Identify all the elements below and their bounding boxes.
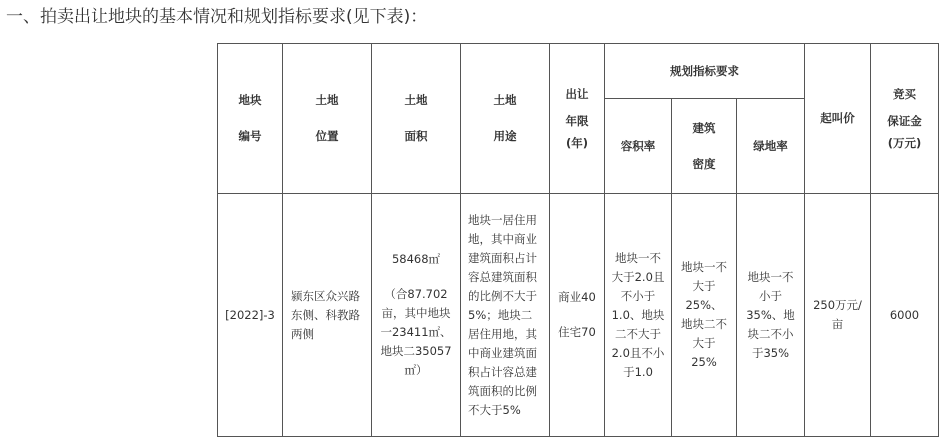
cell-usage: 地块一居住用地，其中商业建筑面积占计容总建筑面积的比例不大于5%；地块二居住用地，其中商业建筑面积占计容总建筑面积的比例不大于5% bbox=[461, 194, 550, 437]
cell-greening: 地块一不小于35%、地块二不小于35% bbox=[737, 194, 805, 437]
cell-term: 商业40 住宅70 bbox=[550, 194, 605, 437]
land-parcel-table bbox=[217, 43, 939, 437]
header-parcel-no: 地块 编号 bbox=[218, 44, 283, 194]
header-planning-group: 规划指标要求 bbox=[605, 44, 805, 99]
cell-area: 58468㎡ （合87.702亩，其中地块一23411㎡、地块二35057㎡） bbox=[372, 194, 461, 437]
header-term: 出让 年限 (年) bbox=[550, 44, 605, 194]
cell-start-price: 250万元/亩 bbox=[805, 194, 871, 437]
header-greening: 绿地率 bbox=[737, 99, 805, 194]
header-area: 土地 面积 bbox=[372, 44, 461, 194]
cell-deposit: 6000 bbox=[871, 194, 939, 437]
cell-density: 地块一不大于25%、地块二不大于25% bbox=[672, 194, 737, 437]
page-heading: 一、拍卖出让地块的基本情况和规划指标要求(见下表)： bbox=[6, 7, 428, 27]
cell-location: 颍东区众兴路东侧、科教路两侧 bbox=[283, 194, 372, 437]
cell-parcel-no: [2022]-3 bbox=[218, 194, 283, 437]
header-far: 容积率 bbox=[605, 99, 672, 194]
header-usage: 土地 用途 bbox=[461, 44, 550, 194]
cell-far: 地块一不大于2.0且不小于1.0、地块二不大于2.0且不小于1.0 bbox=[605, 194, 672, 437]
header-start-price: 起叫价 bbox=[805, 44, 871, 194]
header-deposit: 竞买 保证金 (万元) bbox=[871, 44, 939, 194]
header-location: 土地 位置 bbox=[283, 44, 372, 194]
header-density: 建筑 密度 bbox=[672, 99, 737, 194]
